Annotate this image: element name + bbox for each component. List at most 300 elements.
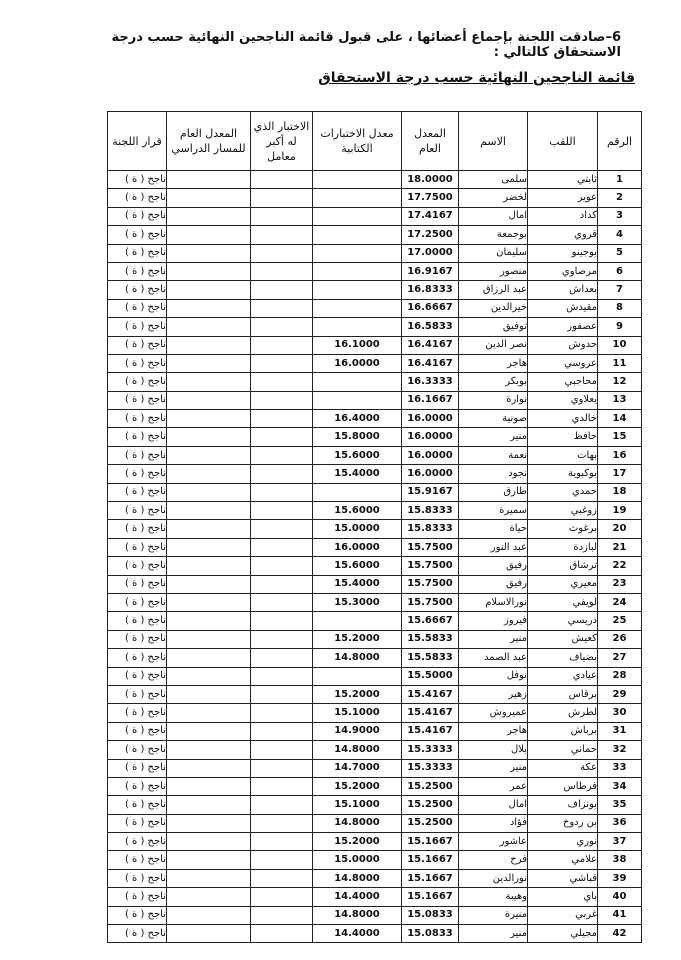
row-first-name: رفيق [459,557,528,575]
row-last-name: محاجبي [528,373,598,391]
row-general-avg: 16.6667 [402,299,459,317]
row-last-name: يعلاوي [528,391,598,409]
row-decision: ناجح ( ة ) [108,354,167,372]
table-row [108,667,642,685]
row-last-name: كداد [528,207,598,225]
row-general-avg: 16.5833 [402,318,459,336]
row-highest-coef-test [251,649,313,667]
row-path-avg [167,759,251,777]
intro-paragraph: 6–صادقت اللجنة بإجماع أعضائها ، على قبول قائمة الناجحين النهائية حسب درجة الاستحقاق كالتالي : [111,30,621,60]
row-general-avg: 15.8333 [402,520,459,538]
table-header-row [108,112,642,171]
row-path-avg [167,354,251,372]
row-first-name: بلال [459,741,528,759]
row-decision: ناجح ( ة ) [108,722,167,740]
row-general-avg: 15.4167 [402,722,459,740]
row-first-name: نوفل [459,667,528,685]
row-number: 36 [598,814,642,832]
results-body [108,171,642,943]
row-written-avg [313,391,402,409]
row-last-name: ترشاق [528,557,598,575]
row-written-avg: 15.2000 [313,777,402,795]
row-last-name: ثابتي [528,171,598,189]
row-highest-coef-test [251,704,313,722]
table-row [108,502,642,520]
row-decision: ناجح ( ة ) [108,667,167,685]
table-row [108,391,642,409]
row-highest-coef-test [251,630,313,648]
row-path-avg [167,630,251,648]
row-highest-coef-test [251,281,313,299]
row-highest-coef-test [251,465,313,483]
row-decision: ناجح ( ة ) [108,593,167,611]
row-general-avg: 15.1667 [402,851,459,869]
row-written-avg [313,189,402,207]
row-number: 11 [598,354,642,372]
row-number: 10 [598,336,642,354]
row-path-avg [167,722,251,740]
row-path-avg [167,796,251,814]
row-general-avg: 15.3333 [402,741,459,759]
row-general-avg: 16.4167 [402,354,459,372]
table-row [108,759,642,777]
row-general-avg: 16.3333 [402,373,459,391]
row-decision: ناجح ( ة ) [108,833,167,851]
row-first-name: صونية [459,410,528,428]
row-written-avg: 15.6000 [313,446,402,464]
row-general-avg: 15.7500 [402,557,459,575]
row-first-name: عبد النور [459,538,528,556]
row-number: 39 [598,869,642,887]
table-row [108,777,642,795]
row-number: 18 [598,483,642,501]
row-path-avg [167,557,251,575]
row-general-avg: 15.7500 [402,575,459,593]
table-row [108,575,642,593]
row-decision: ناجح ( ة ) [108,796,167,814]
row-decision: ناجح ( ة ) [108,336,167,354]
row-decision: ناجح ( ة ) [108,226,167,244]
row-decision: ناجح ( ة ) [108,906,167,924]
row-general-avg: 16.9167 [402,262,459,280]
row-general-avg: 15.2500 [402,814,459,832]
row-path-avg [167,299,251,317]
table-row [108,741,642,759]
table-row [108,171,642,189]
row-last-name: غربي [528,906,598,924]
row-general-avg: 17.4167 [402,207,459,225]
row-decision: ناجح ( ة ) [108,649,167,667]
row-general-avg: 15.9167 [402,483,459,501]
row-first-name: نوارة [459,391,528,409]
row-path-avg [167,373,251,391]
row-number: 26 [598,630,642,648]
row-highest-coef-test [251,888,313,906]
row-written-avg [313,373,402,391]
table-row [108,373,642,391]
table-row [108,410,642,428]
row-last-name: برباش [528,722,598,740]
row-number: 23 [598,575,642,593]
row-highest-coef-test [251,925,313,943]
row-last-name: عكة [528,759,598,777]
row-path-avg [167,612,251,630]
row-first-name: فؤاد [459,814,528,832]
row-general-avg: 16.8333 [402,281,459,299]
row-path-avg [167,888,251,906]
table-row [108,226,642,244]
row-written-avg: 15.2000 [313,833,402,851]
header-highest-coef-test: الاختبار الذي له أكبر معامل [251,112,313,171]
row-written-avg: 14.4000 [313,888,402,906]
row-number: 8 [598,299,642,317]
row-number: 27 [598,649,642,667]
row-path-avg [167,244,251,262]
row-number: 3 [598,207,642,225]
row-written-avg: 15.1000 [313,796,402,814]
row-general-avg: 15.7500 [402,593,459,611]
row-written-avg: 15.6000 [313,557,402,575]
row-highest-coef-test [251,410,313,428]
row-last-name: كعيش [528,630,598,648]
row-number: 35 [598,796,642,814]
row-general-avg: 15.3333 [402,759,459,777]
row-general-avg: 16.0000 [402,410,459,428]
row-first-name: فرح [459,851,528,869]
row-highest-coef-test [251,299,313,317]
row-last-name: بهات [528,446,598,464]
row-highest-coef-test [251,851,313,869]
row-number: 17 [598,465,642,483]
row-first-name: سليمان [459,244,528,262]
header-num: الرقم [598,112,642,171]
row-general-avg: 15.4167 [402,704,459,722]
row-number: 15 [598,428,642,446]
row-general-avg: 15.6667 [402,612,459,630]
row-highest-coef-test [251,373,313,391]
row-written-avg: 16.4000 [313,410,402,428]
row-highest-coef-test [251,741,313,759]
row-number: 38 [598,851,642,869]
row-written-avg: 15.0000 [313,520,402,538]
row-highest-coef-test [251,667,313,685]
row-path-avg [167,593,251,611]
row-last-name: نوري [528,833,598,851]
row-decision: ناجح ( ة ) [108,814,167,832]
row-path-avg [167,410,251,428]
row-last-name: حمدي [528,483,598,501]
row-decision: ناجح ( ة ) [108,557,167,575]
row-written-avg [313,207,402,225]
row-first-name: عمر [459,777,528,795]
row-last-name: زوغبي [528,502,598,520]
row-highest-coef-test [251,428,313,446]
row-written-avg: 15.1000 [313,704,402,722]
row-first-name: هاجر [459,722,528,740]
row-first-name: نعمة [459,446,528,464]
row-written-avg [313,244,402,262]
row-decision: ناجح ( ة ) [108,262,167,280]
row-general-avg: 17.7500 [402,189,459,207]
row-general-avg: 16.0000 [402,446,459,464]
row-decision: ناجح ( ة ) [108,777,167,795]
row-written-avg: 14.8000 [313,741,402,759]
row-path-avg [167,814,251,832]
row-last-name: برقاس [528,685,598,703]
row-written-avg: 16.0000 [313,538,402,556]
table-row [108,704,642,722]
row-path-avg [167,336,251,354]
row-first-name: طارق [459,483,528,501]
row-general-avg: 17.2500 [402,226,459,244]
row-first-name: هاجر [459,354,528,372]
row-highest-coef-test [251,612,313,630]
row-last-name: مقيدش [528,299,598,317]
row-written-avg [313,483,402,501]
table-row [108,593,642,611]
table-row [108,354,642,372]
row-first-name: حياة [459,520,528,538]
row-number: 9 [598,318,642,336]
row-highest-coef-test [251,354,313,372]
row-written-avg: 15.2000 [313,685,402,703]
table-row [108,796,642,814]
header-decision: قرار اللجنة [108,112,167,171]
row-first-name: توفيق [459,318,528,336]
row-general-avg: 15.2500 [402,796,459,814]
row-first-name: امال [459,796,528,814]
row-highest-coef-test [251,446,313,464]
row-last-name: لبازدة [528,538,598,556]
row-general-avg: 16.1667 [402,391,459,409]
results-table [107,111,642,943]
row-general-avg: 15.7500 [402,538,459,556]
row-written-avg [313,299,402,317]
row-last-name: حدوش [528,336,598,354]
table-row [108,262,642,280]
row-number: 4 [598,226,642,244]
row-first-name: منير [459,759,528,777]
row-number: 24 [598,593,642,611]
table-row [108,722,642,740]
row-number: 2 [598,189,642,207]
row-written-avg: 15.4000 [313,465,402,483]
row-decision: ناجح ( ة ) [108,483,167,501]
row-number: 34 [598,777,642,795]
row-number: 13 [598,391,642,409]
row-number: 19 [598,502,642,520]
row-highest-coef-test [251,502,313,520]
row-first-name: وهيبة [459,888,528,906]
row-path-avg [167,391,251,409]
row-general-avg: 16.0000 [402,465,459,483]
row-path-avg [167,171,251,189]
table-row [108,630,642,648]
row-decision: ناجح ( ة ) [108,704,167,722]
row-number: 20 [598,520,642,538]
row-highest-coef-test [251,207,313,225]
row-highest-coef-test [251,171,313,189]
row-highest-coef-test [251,391,313,409]
row-written-avg: 16.1000 [313,336,402,354]
row-general-avg: 15.0833 [402,925,459,943]
row-highest-coef-test [251,906,313,924]
row-number: 5 [598,244,642,262]
row-last-name: عصفور [528,318,598,336]
row-first-name: سميرة [459,502,528,520]
row-highest-coef-test [251,318,313,336]
row-path-avg [167,575,251,593]
table-row [108,557,642,575]
row-written-avg [313,667,402,685]
row-path-avg [167,428,251,446]
row-last-name: حماني [528,741,598,759]
row-path-avg [167,318,251,336]
row-number: 14 [598,410,642,428]
row-path-avg [167,538,251,556]
table-row [108,446,642,464]
row-general-avg: 15.1667 [402,833,459,851]
row-decision: ناجح ( ة ) [108,869,167,887]
row-highest-coef-test [251,593,313,611]
row-first-name: خيرالدين [459,299,528,317]
row-written-avg: 16.0000 [313,354,402,372]
row-first-name: نورالدين [459,869,528,887]
row-general-avg: 15.4167 [402,685,459,703]
table-row [108,336,642,354]
row-first-name: نورالاسلام [459,593,528,611]
row-number: 41 [598,906,642,924]
row-decision: ناجح ( ة ) [108,888,167,906]
row-last-name: باي [528,888,598,906]
row-general-avg: 15.5833 [402,649,459,667]
table-row [108,299,642,317]
row-last-name: مجيلي [528,925,598,943]
row-number: 28 [598,667,642,685]
table-row [108,189,642,207]
row-path-avg [167,925,251,943]
table-row [108,483,642,501]
row-last-name: بونزاف [528,796,598,814]
row-last-name: فرطاس [528,777,598,795]
row-path-avg [167,226,251,244]
row-path-avg [167,207,251,225]
row-first-name: امال [459,207,528,225]
row-path-avg [167,281,251,299]
row-decision: ناجح ( ة ) [108,281,167,299]
row-decision: ناجح ( ة ) [108,502,167,520]
row-last-name: خالدي [528,410,598,428]
row-number: 25 [598,612,642,630]
row-first-name: سلمى [459,171,528,189]
row-number: 12 [598,373,642,391]
row-highest-coef-test [251,833,313,851]
row-written-avg [313,226,402,244]
row-first-name: عاشور [459,833,528,851]
row-path-avg [167,667,251,685]
row-number: 29 [598,685,642,703]
row-last-name: علامي [528,851,598,869]
header-first-name: الاسم [459,112,528,171]
row-decision: ناجح ( ة ) [108,851,167,869]
row-highest-coef-test [251,777,313,795]
row-first-name: زهير [459,685,528,703]
row-last-name: حافظ [528,428,598,446]
row-number: 6 [598,262,642,280]
header-path-avg: المعدل العام للمسار الدراسي [167,112,251,171]
table-row [108,814,642,832]
row-path-avg [167,446,251,464]
row-last-name: بوجينو [528,244,598,262]
row-last-name: بضياف [528,649,598,667]
row-decision: ناجح ( ة ) [108,244,167,262]
row-decision: ناجح ( ة ) [108,612,167,630]
row-general-avg: 15.1667 [402,869,459,887]
table-row [108,906,642,924]
row-first-name: عبد الصمد [459,649,528,667]
row-decision: ناجح ( ة ) [108,299,167,317]
row-general-avg: 16.4167 [402,336,459,354]
row-path-avg [167,906,251,924]
table-row [108,612,642,630]
row-decision: ناجح ( ة ) [108,925,167,943]
row-decision: ناجح ( ة ) [108,630,167,648]
row-general-avg: 17.0000 [402,244,459,262]
row-decision: ناجح ( ة ) [108,685,167,703]
row-decision: ناجح ( ة ) [108,373,167,391]
row-last-name: عوير [528,189,598,207]
row-last-name: لويفي [528,593,598,611]
row-number: 33 [598,759,642,777]
row-decision: ناجح ( ة ) [108,465,167,483]
row-decision: ناجح ( ة ) [108,318,167,336]
row-highest-coef-test [251,244,313,262]
row-written-avg: 15.3000 [313,593,402,611]
table-row [108,649,642,667]
row-highest-coef-test [251,759,313,777]
row-highest-coef-test [251,538,313,556]
header-last-name: اللقب [528,112,598,171]
row-number: 21 [598,538,642,556]
row-written-avg [313,318,402,336]
row-highest-coef-test [251,575,313,593]
row-last-name: بن ردوخ [528,814,598,832]
row-number: 1 [598,171,642,189]
row-decision: ناجح ( ة ) [108,538,167,556]
row-highest-coef-test [251,336,313,354]
row-highest-coef-test [251,722,313,740]
row-highest-coef-test [251,483,313,501]
row-highest-coef-test [251,226,313,244]
row-decision: ناجح ( ة ) [108,428,167,446]
table-row [108,851,642,869]
row-decision: ناجح ( ة ) [108,189,167,207]
row-first-name: منير [459,428,528,446]
row-last-name: دريسي [528,612,598,630]
list-title: قائمة الناجحين النهائية حسب درجة الاستحقاق [318,70,635,86]
row-written-avg: 14.8000 [313,649,402,667]
row-highest-coef-test [251,869,313,887]
row-written-avg: 14.9000 [313,722,402,740]
table-row [108,869,642,887]
row-path-avg [167,483,251,501]
row-last-name: مرصاوي [528,262,598,280]
row-decision: ناجح ( ة ) [108,391,167,409]
row-general-avg: 16.0000 [402,428,459,446]
row-number: 40 [598,888,642,906]
row-last-name: قروي [528,226,598,244]
row-first-name: رفيق [459,575,528,593]
